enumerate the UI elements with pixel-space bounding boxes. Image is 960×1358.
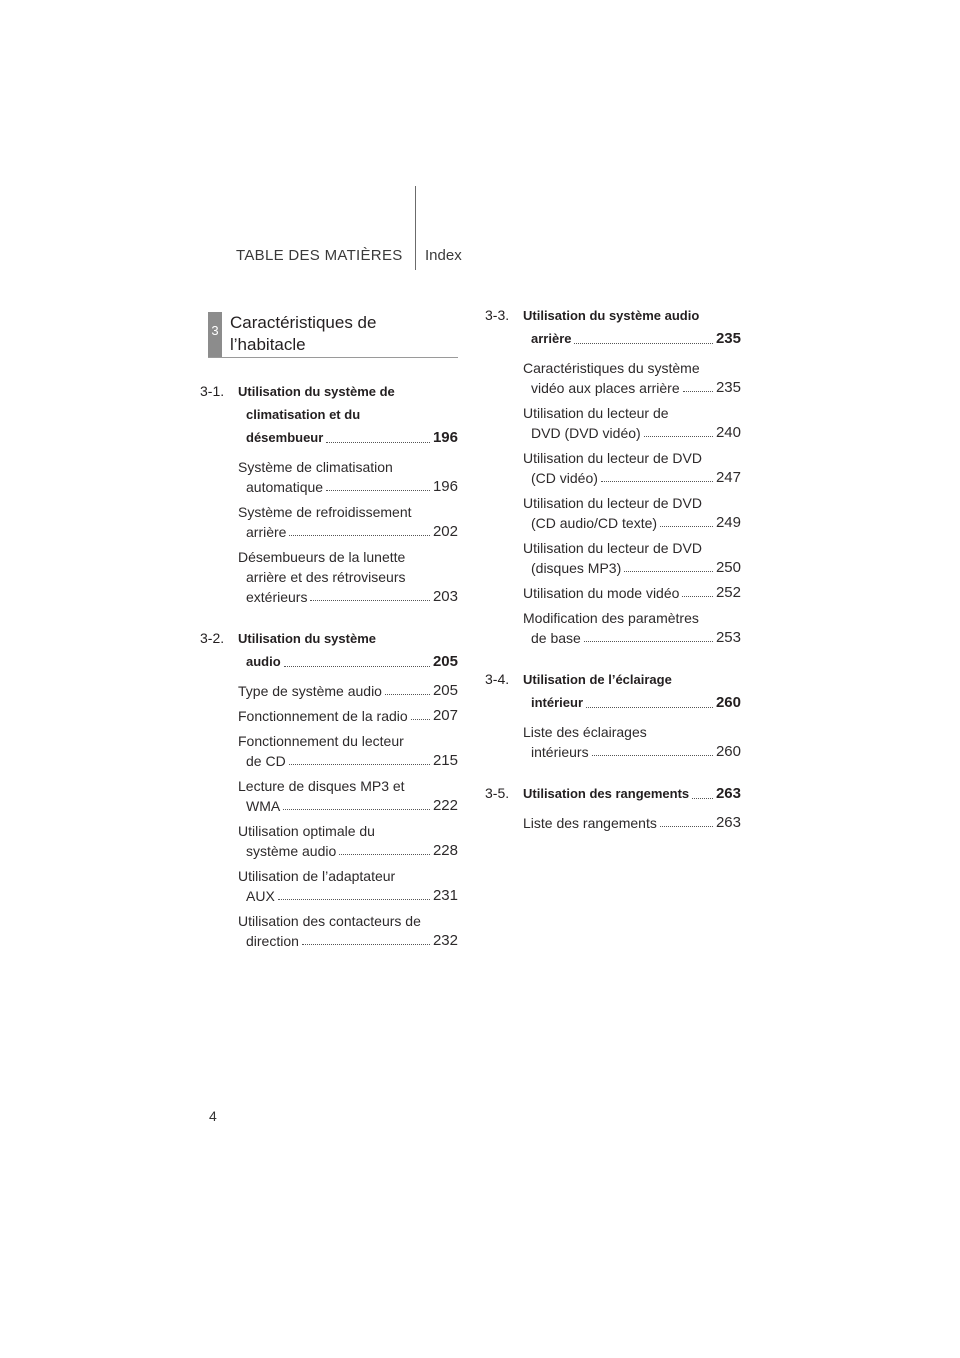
toc-item-list: [200, 681, 458, 951]
dot-leader: [586, 691, 713, 708]
toc-item-page-number: 232: [432, 932, 458, 949]
toc-item-line: Fonctionnement de la radio: [238, 708, 408, 724]
toc-item-last-line: [523, 813, 741, 833]
toc-item-page-number: 202: [432, 523, 458, 540]
dot-leader: [283, 796, 430, 810]
toc-item-line: (CD audio/CD texte): [531, 515, 658, 531]
toc-item-page-number: 252: [715, 584, 741, 601]
toc-item-page-number: 253: [715, 629, 741, 646]
dot-leader: [683, 378, 713, 392]
toc-item-line: de CD: [246, 753, 286, 769]
toc-item-line: (CD vidéo): [531, 470, 598, 486]
toc-item[interactable]: [238, 681, 458, 701]
chapter-title-line: intérieur: [531, 695, 584, 710]
toc-item-line: Caractéristiques du système: [523, 360, 700, 376]
chapter-title-line: Utilisation du système: [238, 631, 376, 646]
toc-item[interactable]: [238, 502, 458, 542]
section-title-line: Caractéristiques de: [230, 313, 377, 332]
dot-leader: [644, 423, 713, 437]
toc-item-last-line: [523, 378, 741, 398]
toc-item-line: Système de refroidissement: [238, 504, 412, 520]
toc-item[interactable]: [523, 358, 741, 398]
chapter-page-number: 196: [432, 429, 458, 446]
toc-item-page-number: 260: [715, 743, 741, 760]
toc-item-list: [485, 813, 741, 833]
toc-item-line: (disques MP3): [531, 560, 622, 576]
chapter-number: 3-1.: [200, 383, 225, 399]
chapter-title-last-line: [523, 691, 741, 714]
toc-chapter[interactable]: [485, 782, 741, 833]
toc-item[interactable]: [523, 722, 741, 762]
dot-leader: [574, 327, 712, 344]
chapter-title-last-line: [238, 426, 458, 449]
chapter-title: [485, 782, 741, 805]
dot-leader: [692, 782, 713, 799]
toc-item-line: Utilisation du lecteur de DVD: [523, 540, 702, 556]
chapter-title-last-line: [238, 650, 458, 673]
toc-item-line: vidéo aux places arrière: [531, 380, 680, 396]
toc-item-page-number: 215: [432, 752, 458, 769]
toc-item-last-line: [238, 477, 458, 497]
chapter-title: [200, 627, 458, 673]
toc-item-page-number: 203: [432, 588, 458, 605]
toc-item-line: automatique: [246, 479, 324, 495]
section-number-badge: 3: [208, 312, 222, 357]
toc-item[interactable]: [523, 448, 741, 488]
toc-chapter[interactable]: [200, 627, 458, 951]
toc-item-line: arrière et des rétroviseurs: [246, 569, 406, 585]
dot-leader: [278, 886, 430, 900]
toc-column-right: [485, 304, 741, 853]
dot-leader: [326, 426, 430, 443]
toc-item-last-line: [238, 706, 458, 726]
toc-chapter[interactable]: [485, 668, 741, 762]
toc-item-list: [485, 722, 741, 762]
toc-item-last-line: [238, 931, 458, 951]
toc-item-line: Utilisation du mode vidéo: [523, 585, 680, 601]
toc-item-line: de base: [531, 630, 581, 646]
toc-item-list: [200, 457, 458, 607]
toc-item-page-number: 196: [432, 478, 458, 495]
toc-item-last-line: [238, 681, 458, 701]
toc-item-line: Utilisation du lecteur de DVD: [523, 450, 702, 466]
toc-item-page-number: 207: [432, 707, 458, 724]
toc-item[interactable]: [238, 911, 458, 951]
chapter-title-line: Utilisation du système audio: [523, 308, 700, 323]
toc-item-line: Système de climatisation: [238, 459, 393, 475]
dot-leader: [682, 583, 713, 597]
chapter-title-line: Utilisation du système de: [238, 384, 395, 399]
toc-item-line: système audio: [246, 843, 337, 859]
chapter-page-number: 205: [432, 653, 458, 670]
toc-item-page-number: 263: [715, 814, 741, 831]
dot-leader: [310, 587, 430, 601]
chapter-number: 3-5.: [485, 785, 510, 801]
chapter-title-line: Utilisation des rangements: [523, 786, 690, 801]
toc-item-line: Liste des éclairages: [523, 724, 647, 740]
toc-item[interactable]: [238, 706, 458, 726]
toc-item[interactable]: [523, 403, 741, 443]
dot-leader: [601, 468, 713, 482]
toc-item-last-line: [238, 751, 458, 771]
toc-item-page-number: 231: [432, 887, 458, 904]
dot-leader: [339, 841, 430, 855]
toc-item-line: arrière: [246, 524, 287, 540]
toc-item[interactable]: [523, 583, 741, 603]
toc-item-line: Modification des paramètres: [523, 610, 699, 626]
toc-item-line: direction: [246, 933, 299, 949]
toc-item-last-line: [523, 742, 741, 762]
toc-item-list: [485, 358, 741, 648]
chapter-title-line: climatisation et du: [246, 407, 361, 422]
chapter-title-line: arrière: [531, 331, 572, 346]
dot-leader: [326, 477, 430, 491]
chapter-title-last-line: [523, 327, 741, 350]
chapter-title: [485, 668, 741, 714]
dot-leader: [302, 931, 430, 945]
chapter-number: 3-4.: [485, 671, 510, 687]
chapter-page-number: 263: [715, 785, 741, 802]
toc-item-last-line: [523, 513, 741, 533]
toc-item-line: Fonctionnement du lecteur: [238, 733, 404, 749]
toc-chapter[interactable]: [200, 380, 458, 607]
header-divider: [415, 186, 416, 270]
dot-leader: [592, 742, 713, 756]
toc-item[interactable]: [238, 866, 458, 906]
toc-item-line: Utilisation du lecteur de: [523, 405, 669, 421]
toc-item[interactable]: [523, 608, 741, 648]
toc-item-page-number: 205: [432, 682, 458, 699]
toc-item-line: WMA: [246, 798, 281, 814]
chapter-title-line: Utilisation de l’éclairage: [523, 672, 672, 687]
toc-item-page-number: 235: [715, 379, 741, 396]
toc-item-line: Utilisation du lecteur de DVD: [523, 495, 702, 511]
toc-item-page-number: 250: [715, 559, 741, 576]
chapter-number: 3-2.: [200, 630, 225, 646]
dot-leader: [584, 628, 713, 642]
section-title-line: l’habitacle: [230, 335, 306, 354]
toc-chapter[interactable]: [485, 304, 741, 648]
toc-item[interactable]: [523, 493, 741, 533]
toc-item-last-line: [523, 628, 741, 648]
section-header: [208, 312, 458, 358]
dot-leader: [660, 813, 713, 827]
chapter-page-number: 260: [715, 694, 741, 711]
dot-leader: [284, 650, 430, 667]
toc-item[interactable]: [238, 821, 458, 861]
dot-leader: [289, 751, 430, 765]
toc-item-last-line: [523, 468, 741, 488]
toc-item[interactable]: [523, 813, 741, 833]
toc-item-page-number: 249: [715, 514, 741, 531]
toc-item-last-line: [238, 587, 458, 607]
toc-item-page-number: 247: [715, 469, 741, 486]
section-title: [230, 312, 450, 356]
chapter-title: [200, 380, 458, 449]
dot-leader: [660, 513, 713, 527]
dot-leader: [289, 522, 430, 536]
toc-item-page-number: 240: [715, 424, 741, 441]
chapter-title-last-line: [523, 782, 741, 805]
dot-leader: [411, 706, 430, 720]
dot-leader: [385, 681, 430, 695]
toc-item-last-line: [238, 522, 458, 542]
toc-item-last-line: [523, 583, 741, 603]
dot-leader: [624, 558, 713, 572]
toc-item-last-line: [238, 886, 458, 906]
toc-item-line: Lecture de disques MP3 et: [238, 778, 405, 794]
toc-item-last-line: [523, 423, 741, 443]
toc-item-line: Utilisation des contacteurs de: [238, 913, 421, 929]
toc-item[interactable]: [238, 731, 458, 771]
toc-item[interactable]: [523, 538, 741, 578]
toc-item-line: Désembueurs de la lunette: [238, 549, 406, 565]
toc-item-line: extérieurs: [246, 589, 308, 605]
toc-item-line: Liste des rangements: [523, 815, 657, 831]
toc-item-line: intérieurs: [531, 744, 589, 760]
chapter-title-line: audio: [246, 654, 281, 669]
header-toc-link[interactable]: TABLE DES MATIÈRES: [236, 247, 403, 264]
toc-item-last-line: [238, 796, 458, 816]
toc-item-line: DVD (DVD vidéo): [531, 425, 641, 441]
chapter-title-line: désembueur: [246, 430, 324, 445]
chapter-number: 3-3.: [485, 307, 510, 323]
page-number: 4: [209, 1108, 217, 1124]
toc-column-left: [200, 380, 458, 971]
chapter-page-number: 235: [715, 330, 741, 347]
header-index-link[interactable]: Index: [425, 247, 462, 264]
toc-item-line: Type de système audio: [238, 683, 382, 699]
toc-item-page-number: 228: [432, 842, 458, 859]
toc-item[interactable]: [238, 457, 458, 497]
toc-item-line: Utilisation optimale du: [238, 823, 375, 839]
toc-item-page-number: 222: [432, 797, 458, 814]
toc-item-last-line: [238, 841, 458, 861]
toc-item[interactable]: [238, 776, 458, 816]
toc-item-line: Utilisation de l’adaptateur: [238, 868, 396, 884]
toc-item-last-line: [523, 558, 741, 578]
chapter-title: [485, 304, 741, 350]
toc-item[interactable]: [238, 547, 458, 607]
toc-item-line: AUX: [246, 888, 275, 904]
